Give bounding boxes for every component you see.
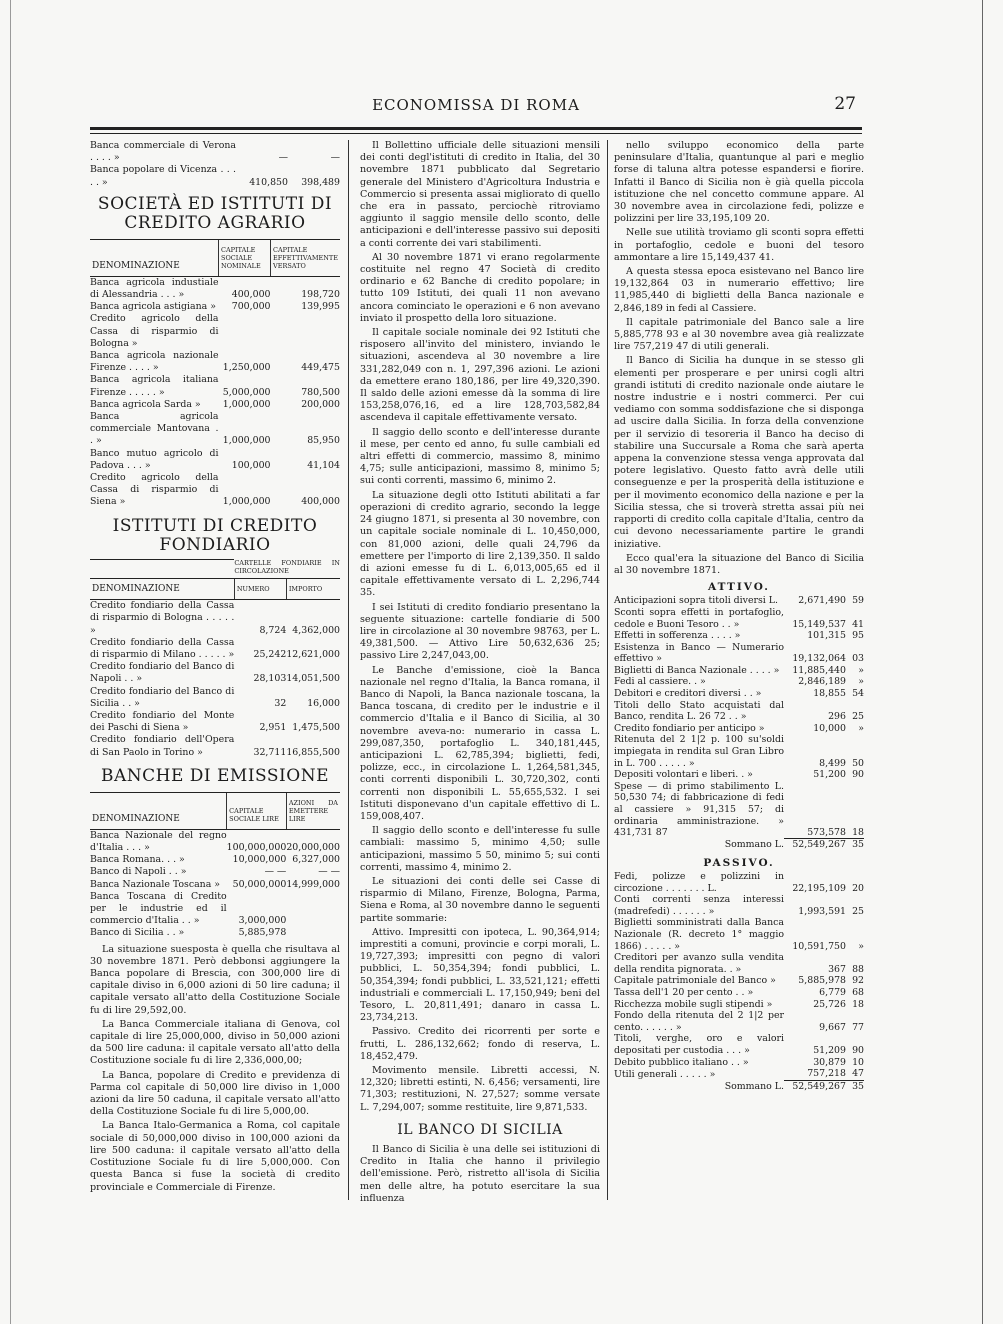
capital-paid: 41,104	[307, 459, 340, 471]
passivo-total-label: Sommano L.	[724, 1080, 784, 1092]
table-row	[90, 448, 340, 472]
liability-label: Tassa dell'1 20 per cento . . »	[614, 987, 754, 999]
bank-name: Banco di Sicilia . . »	[90, 927, 185, 939]
asset-cents: 41	[852, 618, 864, 630]
institution-name: Credito fondiario della Cassa di risparmio di Bologna . . . . . »	[90, 600, 235, 636]
table-row	[614, 734, 864, 769]
table-row	[614, 607, 864, 630]
banco-sicilia-heading: IL BANCO DI SICILIA	[397, 1121, 563, 1138]
liability-label: Conti correnti senza interessi (madrefedi) . . . . . . »	[614, 894, 784, 917]
institution-name: Credito fondiario del Banco di Napoli . . »	[90, 661, 235, 685]
liability-label: Utili generali . . . . . »	[614, 1068, 716, 1080]
column-3	[614, 140, 864, 1092]
asset-cents: »	[858, 722, 864, 734]
asset-cents: 18	[852, 826, 864, 838]
agrario-header-a: CAPITALE SOCIALE NOMINALE	[219, 239, 271, 276]
table-row	[90, 710, 340, 734]
emissione-header-b: AZIONI DA EMETTERE LIRE	[286, 792, 340, 829]
bank-name: Banca Toscana di Credito per le industrie ed il commercio d'Italia . . »	[90, 890, 227, 927]
share-capital: 100,000,000	[226, 842, 287, 854]
asset-label: Depositi volontari e liberi. . »	[614, 769, 753, 781]
capital-paid: 198,720	[301, 289, 340, 301]
capital-paid: 449,475	[301, 362, 340, 374]
asset-cents: 95	[852, 630, 864, 642]
capital-nominal: 400,000	[231, 289, 271, 301]
institution-name: Banca agricola Sarda »	[90, 398, 201, 410]
asset-cents: 25	[852, 711, 864, 723]
bank-name: Banco di Napoli . . »	[90, 866, 187, 878]
column-divider-1	[348, 140, 349, 1200]
liability-value: 30,879	[813, 1056, 846, 1068]
header-rule-thick	[90, 127, 862, 130]
liability-cents: 47	[852, 1068, 864, 1080]
agrario-table	[90, 239, 340, 509]
header-rule-thin	[90, 133, 862, 134]
attivo-total-value: 52,549,267	[784, 839, 846, 851]
asset-cents: 03	[852, 653, 864, 665]
institution-name: Credito fondiario dell'Opera di San Paolo in Torino »	[90, 734, 235, 758]
paragraph: La Banca, popolare di Credito e previdenza di Parma col capitale di 50,000 lire diviso in 1,000 azioni da lire 50 caduna, il capitale versato all'atto della Costituzione Sociale fu di lire 5,000,00.	[90, 1069, 340, 1118]
bonds-number: 32,711	[253, 746, 287, 758]
bank-name: Banca Romana. . . »	[90, 854, 185, 866]
liability-label: Debito pubblico italiano . . »	[614, 1056, 749, 1068]
asset-value: 296	[828, 711, 846, 723]
liability-label: Creditori per avanzo sulla vendita della rendita pignorata. . »	[614, 952, 784, 975]
table-row	[614, 723, 864, 735]
agrario-header-name: DENOMINAZIONE	[90, 239, 219, 276]
shares-to-issue: — —	[318, 866, 340, 878]
emissione-title: BANCHE DI EMISSIONE	[100, 765, 329, 786]
institution-name: Banca agricola italiana Firenze . . . . . »	[90, 374, 219, 398]
table-row	[90, 866, 340, 878]
asset-label: Effetti in sofferenza . . . . »	[614, 630, 741, 642]
asset-value: 11,885,440	[792, 664, 846, 676]
share-capital: 5,885,978	[238, 927, 287, 939]
paragraph: Nelle sue utilità troviamo gli sconti sopra effetti in portafoglio, cedole e buoni del tesoro ammontare a lire 15,149,437 41.	[614, 227, 864, 263]
bonds-amount: 1,475,500	[292, 722, 340, 734]
asset-cents: 54	[852, 688, 864, 700]
page-number: 27	[834, 94, 856, 114]
table-row	[90, 637, 340, 661]
asset-value: 10,000	[813, 722, 846, 734]
paragraph: I sei Istituti di credito fondiario presentano la seguente situazione: cartelle fondiarie di 500 lire in circolazione al 30 novembre 98763, per L. 49,381,500. — Attivo Lire 50,632,636 25; passivo Lire 2,247,043,00.	[360, 601, 600, 662]
col1-text	[90, 944, 340, 1194]
fondiario-title: ISTITUTI DI CREDITO FONDIARIO	[112, 515, 318, 555]
table-row	[90, 276, 340, 301]
table-row	[614, 781, 864, 839]
asset-label: Ritenuta del 2 1|2 p. 100 su'soldi impiegata in rendita sul Gran Libro in L. 700 . . . . . »	[614, 734, 784, 769]
bonds-number: 25,242	[253, 648, 287, 660]
institution-name: Credito agricolo della Cassa di risparmio di Siena »	[90, 472, 219, 508]
right-page-edge	[982, 0, 983, 1324]
banco-sicilia-intro: Il Banco di Sicilia è una delle sei istituzioni di Credito in Italia che hanno il privilegio dell'emissione. Però, ristretto all'isola di Sicilia men delle altre, ha potuto esercitare la sua influenza	[360, 1144, 600, 1204]
table-row	[614, 1033, 864, 1056]
asset-value: 51,200	[813, 769, 846, 781]
institution-name: Banca agricola industiale di Alessandria . . . »	[90, 276, 219, 301]
fondiario-table	[90, 559, 340, 759]
table-row	[614, 975, 864, 987]
bank-name: Banca Nazionale del regno d'Italia . . . »	[90, 829, 227, 854]
capital-paid: 139,995	[301, 301, 340, 313]
table-row	[614, 999, 864, 1011]
table-row	[614, 630, 864, 642]
shares-to-issue: 6,327,000	[292, 854, 340, 866]
asset-value: 15,149,537	[792, 618, 846, 630]
table-row	[614, 952, 864, 975]
asset-label: Debitori e creditori diversi . . »	[614, 688, 762, 700]
capital-nominal: 700,000	[231, 301, 271, 313]
table-row	[614, 665, 864, 677]
table-row	[90, 686, 340, 710]
institution-name: Credito fondiario del Monte dei Paschi di Siena »	[90, 710, 235, 734]
liability-cents: 10	[852, 1056, 864, 1068]
shares-to-issue: 20,000,000	[286, 842, 340, 854]
table-row	[614, 987, 864, 999]
capital-paid	[271, 313, 340, 350]
capital-nominal: 1,000,000	[222, 496, 271, 508]
liability-value: 367	[828, 963, 846, 975]
table-row	[90, 854, 340, 866]
liability-label: Capitale patrimoniale del Banco »	[614, 975, 776, 987]
column-1	[90, 140, 340, 1196]
asset-label: Anticipazioni sopra titoli diversi L.	[614, 595, 778, 607]
bank-name: Banca Nazionale Toscana »	[90, 878, 221, 890]
bank-name: Banca popolare di Vicenza . . . . . »	[90, 164, 236, 188]
table-row	[90, 399, 340, 411]
asset-cents: 59	[852, 595, 864, 607]
liability-label: Fedi, polizze e polizzini in circozione . . . . . . . L.	[614, 871, 784, 894]
liability-label: Titoli, verghe, oro e valori depositati per custodia . . . »	[614, 1033, 784, 1056]
share-capital: — —	[264, 866, 287, 878]
value-a: 410,850	[249, 176, 288, 188]
liability-cents: 77	[852, 1021, 864, 1033]
liability-value: 22,195,109	[792, 882, 846, 894]
table-row	[90, 374, 340, 398]
table-row	[90, 600, 340, 637]
paragraph: Le Banche d'emissione, cioè la Banca nazionale nel regno d'Italia, la Banca romana, il Banco di Napoli, la Banca nazionale toscana, la Banca toscana, di credito per le industrie e il commercio d'Italia e il Banco di Sicilia, al 30 novembre aveva-no: numerario in cassa L. 299,087,350, portafoglio L. 340,181,445, anticipazioni L. 62,785,394; biglietti, fedi, polizze, ecc., in circolazione L. 1,264,581,345, conti correnti disponibili L. 30,720,302, conti correnti non disponibili L. 55,655,532. I sei Istituti disponevano d'un capitale effettivo di L. 159,008,407.	[360, 664, 600, 822]
asset-value: 2,846,189	[798, 676, 846, 688]
paragraph: Il Banco di Sicilia ha dunque in se stesso gli elementi per prosperare e per unirsi cogli altri grandi istituti di credito nazionale onde aiutare le nostre industrie e i nostri commerci. Per cui vediamo con somma soddisfazione che si disponga ad uscire dalla Sicilia. In forza della convenzione per il servizio di tesoreria il Banco ha deciso di stabilire una Succursale a Roma che sarà aperta appena la convenzione stessa venga approvata dal potere legislativo. Questo fatto avrà delle utili conseguenze e per la prosperità della istituzione e per il movimento economico della nazione e per la Sicilia stessa, che si troverà stretta assai più nei rapporti di credito colla capitale d'Italia, centro da cui devono necessariamente partire le grandi iniziative.	[614, 355, 864, 550]
liability-value: 1,993,591	[798, 905, 846, 917]
left-page-edge	[10, 0, 11, 1324]
institution-name: Banco mutuo agricolo di Padova . . . »	[90, 447, 219, 471]
asset-value: 8,499	[819, 757, 846, 769]
asset-cents: 50	[852, 757, 864, 769]
institution-name: Credito agricolo della Cassa di risparmio di Bologna »	[90, 313, 219, 349]
paragraph: A questa stessa epoca esistevano nel Banco lire 19,132,864 03 in numerario effettivo; lire 11,985,440 di biglietti della Banca nazionale e 2,846,189 in fedi al Cassiere.	[614, 266, 864, 314]
paragraph: Il saggio dello sconto e dell'interesse durante il mese, per cento ed anno, fu sulle cambiali ed altri effetti di commercio, massimo 8, minimo 4,75; sulle anticipazioni, massimo 8, minimo 5; sui conti correnti, massimo 6, minimo 2.	[360, 426, 600, 487]
table-row	[614, 769, 864, 781]
paragraph: La situazione degli otto Istituti abilitati a far operazioni di credito agrario, secondo la legge 24 giugno 1871, si presenta al 30 novembre, con un capitale sociale nominale di L. 10,450,000, con 81,000 azioni, delle quali 24,796 da emettere per l'importo di lire 2,139,350. Il saldo di azioni emesse fu di L. 6,013,005,65 ed il capitale effettivamente versato di L. 2,296,744 35.	[360, 489, 600, 599]
institution-name: Banca agricola astigiana »	[90, 301, 216, 313]
fondiario-header-group: CARTELLE FONDIARIE IN CIRCOLAZIONE	[234, 559, 340, 579]
liability-value: 25,726	[813, 998, 846, 1010]
asset-value: 573,578	[807, 826, 846, 838]
fondiario-header-name: DENOMINAZIONE	[90, 579, 234, 600]
table-row	[614, 871, 864, 894]
asset-label: Titoli dello Stato acquistati dal Banco, rendita L. 26 72 . . »	[614, 699, 784, 723]
paragraph: Ecco qual'era la situazione del Banco di Sicilia al 30 novembre 1871.	[614, 552, 864, 576]
emissione-header-a: CAPITALE SOCIALE LIRE	[227, 792, 287, 829]
asset-label: Spese — di primo stabilimento L. 50,530 74; di fabbricazione di fedi al cassiere » 91,315 57; di ordinaria amministrazione. » 431,731 87	[614, 780, 784, 839]
attivo-total-label: Sommano L.	[724, 839, 784, 851]
asset-value: 19,132,064	[792, 653, 846, 665]
table-row	[90, 472, 340, 509]
agrario-header-b: CAPITALE EFFETTIVAMENTE VERSATO	[271, 239, 340, 276]
liability-label: Biglietti somministrati dalla Banca Nazionale (R. decreto 1° maggio 1866) . . . . . »	[614, 917, 784, 952]
liability-cents: »	[858, 940, 864, 952]
table-row	[90, 829, 340, 854]
liability-value: 51,209	[813, 1044, 846, 1056]
table-row	[90, 734, 340, 758]
capital-paid: 85,950	[307, 435, 340, 447]
bonds-number: 2,951	[259, 722, 287, 734]
passivo-total-value: 52,549,267	[784, 1080, 846, 1092]
bonds-number: 8,724	[259, 624, 287, 636]
liability-value: 6,779	[819, 987, 846, 999]
liability-cents: 90	[852, 1044, 864, 1056]
col3-text	[614, 140, 864, 577]
table-row	[614, 917, 864, 952]
liability-value: 9,667	[819, 1021, 846, 1033]
emissione-table	[90, 792, 340, 940]
asset-label: Credito fondiario per anticipo »	[614, 722, 765, 734]
table-row	[614, 1057, 864, 1069]
paragraph: Il Bollettino ufficiale delle situazioni mensili dei conti degl'istituti di credito in Italia, del 30 novembre 1871 pubblicato dal Segretario generale del Ministero d'Agricoltura Industria e Commercio si presenta assai migliorato di quello che era in passato, perciochè ritroviamo aggiunto il saggio mensile dello sconto, delle anticipazioni e dell'interesse passivo sui depositi a conti corrente dei vari stabilimenti.	[360, 140, 600, 249]
institution-name: Credito fondiario del Banco di Sicilia . . »	[90, 685, 235, 709]
table-row	[90, 140, 340, 164]
liability-label: Ricchezza mobile sugli stipendi »	[614, 998, 773, 1010]
asset-label: Fedi al cassiere. . »	[614, 676, 706, 688]
institution-name: Banca agricola commerciale Mantovana . . »	[90, 411, 219, 447]
table-row	[614, 700, 864, 723]
paragraph: La situazione suesposta è quella che risultava al 30 novembre 1871. Però debbonsi aggiungere la Banca popolare di Brescia, con 300,000 lire di capitale diviso in 6,000 azioni di 50 lire caduna; il capitale versato all'atto della Costituzione Sociale fu di lire 29,592,00.	[90, 943, 340, 1016]
attivo-table	[614, 595, 864, 851]
attivo-total-cents: 35	[846, 839, 864, 851]
liability-cents: 25	[852, 905, 864, 917]
value-b: —	[330, 152, 340, 164]
emissione-header-name: DENOMINAZIONE	[90, 792, 227, 829]
capital-nominal	[219, 313, 271, 350]
capital-paid: 400,000	[301, 496, 340, 508]
capital-nominal: 1,000,000	[222, 398, 271, 410]
capital-nominal: 1,250,000	[222, 362, 271, 374]
capital-nominal: 100,000	[231, 459, 271, 471]
table-row	[90, 879, 340, 891]
paragraph: Il capitale sociale nominale dei 92 Istituti che risposero all'invito del ministero, inviando le situazioni, ascendeva al 30 novembre a lire 331,282,049 con n. 1, 297,396 azioni. Le azioni da emettere erano 180,186, per lire 49,320,390. Il saldo delle azioni emesse dà la somma di lire 153,258,076,16, ed a lire 128,703,582,84 ascendeva il capitale effettivamente versato.	[360, 327, 600, 424]
liability-value: 5,885,978	[798, 975, 846, 987]
table-row	[90, 927, 340, 939]
table-row	[614, 595, 864, 607]
passivo-total-cents: 35	[846, 1080, 864, 1092]
asset-label: Sconti sopra effetti in portafoglio, cedole e Buoni Tesoro . . »	[614, 606, 784, 630]
asset-value: 18,855	[813, 688, 846, 700]
table-row	[90, 350, 340, 374]
paragraph: Movimento mensile. Libretti accessi, N. 12,320; libretti estinti, N. 6,456; versamenti, lire 71,303; restituzioni, N. 27,527; somme versate L. 7,294,007; somme restituite, lire 9,871,533.	[360, 1065, 600, 1113]
table-row	[90, 891, 340, 928]
bonds-number: 32	[274, 697, 287, 709]
col2-text	[360, 140, 600, 1114]
column-divider-2	[607, 140, 608, 1200]
table-row	[614, 642, 864, 665]
liability-value: 757,218	[807, 1068, 846, 1080]
asset-cents: 90	[852, 769, 864, 781]
shares-to-issue: 14,999,000	[286, 878, 340, 890]
table-row	[90, 313, 340, 350]
paragraph: nello sviluppo economico della parte peninsulare d'Italia, quantunque al pari e meglio forse di taluna altra potesse espandersi e fiorire. Infatti il Banco di Sicilia non è già quella piccola istituzione che nel concetto commune appare. Al 30 novembre avea in circolazione fedi, polizze e polizzini per lire 33,195,109 20.	[614, 140, 864, 225]
share-capital: 10,000,000	[232, 854, 287, 866]
fondiario-header-a: NUMERO	[234, 579, 286, 600]
shares-to-issue	[286, 891, 340, 928]
liability-value: 10,591,750	[792, 940, 846, 952]
share-capital: 50,000,000	[232, 878, 287, 890]
table-row	[90, 164, 340, 188]
capital-nominal: 5,000,000	[222, 386, 271, 398]
bank-name: Banca commerciale di Verona . . . . »	[90, 140, 236, 164]
table-row	[614, 676, 864, 688]
liability-cents: 18	[852, 998, 864, 1010]
table-row	[614, 1068, 864, 1080]
institution-name: Credito fondiario della Cassa di risparmio di Milano . . . . . »	[90, 636, 235, 660]
attivo-total-row	[614, 839, 864, 851]
table-row	[614, 894, 864, 917]
asset-value: 101,315	[807, 630, 846, 642]
liability-cents: 68	[852, 987, 864, 999]
liability-cents: 92	[852, 975, 864, 987]
capital-nominal: 1,000,000	[222, 435, 271, 447]
asset-label: Esistenza in Banco — Numerario effettivo »	[614, 641, 784, 665]
table-row	[614, 688, 864, 700]
table-row	[90, 411, 340, 448]
paragraph: Al 30 novembre 1871 vi erano regolarmente costituite nel regno 47 Società di credito ordinario e 62 Banche di credito popolare; in tutto 109 Istituti, dei quali 11 non avevano ancora cominciato le operazioni e 6 non avevano inviato il prospetto della loro situazione.	[360, 251, 600, 324]
passivo-total-row	[614, 1080, 864, 1092]
liability-cents: 88	[852, 963, 864, 975]
page-header	[90, 96, 862, 120]
table-row	[614, 1010, 864, 1033]
capital-paid: 200,000	[301, 398, 340, 410]
table-row	[90, 301, 340, 313]
asset-cents: »	[858, 676, 864, 688]
liability-cents: 20	[852, 882, 864, 894]
bonds-amount: 16,855,500	[286, 746, 340, 758]
paragraph: Passivo. Credito dei ricorrenti per sorte e frutti, L. 286,132,662; fondo di reserva, L. 18,452,479.	[360, 1026, 600, 1062]
paragraph: La Banca Commerciale italiana di Genova, col capitale di lire 25,000,000, diviso in 50,000 azioni da 500 lire caduna: il capitale versato all'atto della Costituzione sociale fu di lire 2,336,000,00;	[90, 1018, 340, 1067]
passivo-heading: PASSIVO.	[703, 856, 775, 869]
paragraph: La Banca Italo-Germanica a Roma, col capitale sociale di 50,000,000 diviso in 100,000 azioni da lire 500 caduna: il capitale versato all'atto della Costituzione Sociale fu di lire 5,000,000. Con questa Banca si fuse la società di credito provinciale e Commerciale di Firenze.	[90, 1120, 340, 1193]
bonds-amount: 16,000	[307, 697, 340, 709]
fondiario-header-b: IMPORTO	[286, 579, 340, 600]
share-capital: 3,000,000	[238, 915, 287, 927]
value-b: 398,489	[301, 176, 340, 188]
shares-to-issue	[286, 927, 340, 939]
table-row	[90, 661, 340, 685]
column-2	[360, 140, 600, 1207]
value-a: —	[278, 152, 288, 164]
bonds-amount: 12,621,000	[286, 648, 340, 660]
liability-label: Fondo della ritenuta del 2 1|2 per cento. . . . . . »	[614, 1010, 784, 1033]
capital-paid: 780,500	[301, 386, 340, 398]
passivo-table	[614, 871, 864, 1092]
asset-cents: »	[858, 664, 864, 676]
institution-name: Banca agricola nazionale Firenze . . . . »	[90, 350, 219, 374]
paragraph: Le situazioni dei conti delle sei Casse di risparmio di Milano, Firenze, Bologna, Parma, Siena e Roma, al 30 novembre danno le seguenti partite sommarie:	[360, 875, 600, 924]
journal-title: ECONOMISSA DI ROMA	[372, 96, 580, 114]
top-banks-table	[90, 140, 340, 189]
asset-label: Biglietti di Banca Nazionale . . . . »	[614, 664, 780, 676]
attivo-heading: ATTIVO.	[708, 581, 770, 594]
paragraph: Il saggio dello sconto e dell'interesse fu sulle cambiali: massimo 5, minimo 4,50; sulle anticipazioni, massimo 5 50, minimo 5; sui conti correnti, massimo 4, minimo 2.	[360, 825, 600, 873]
agrario-title: SOCIETÀ ED ISTITUTI DI CREDITO AGRARIO	[97, 193, 333, 233]
bonds-amount: 14,051,500	[286, 673, 340, 685]
paragraph: Attivo. Impresitti con ipoteca, L. 90,364,914; imprestiti a comuni, provincie e corpi morali, L. 19,727,393; impresitti con pegno di valori pubblici, L. 50,354,394; fondi pubblici, L. 50,354,394; fondi pubblici, L. 33,521,121; effetti industriali e commerciali L. 17,150,949; beni del Tesoro, L. 20,811,491; danaro in cassa L. 23,734,213.	[360, 926, 600, 1024]
bonds-amount: 4,362,000	[292, 624, 340, 636]
asset-value: 2,671,490	[798, 595, 846, 607]
bonds-number: 28,103	[253, 673, 287, 685]
paragraph: Il capitale patrimoniale del Banco sale a lire 5,885,778 93 e al 30 novembre avea già realizzate lire 757,219 47 di utili generali.	[614, 316, 864, 353]
